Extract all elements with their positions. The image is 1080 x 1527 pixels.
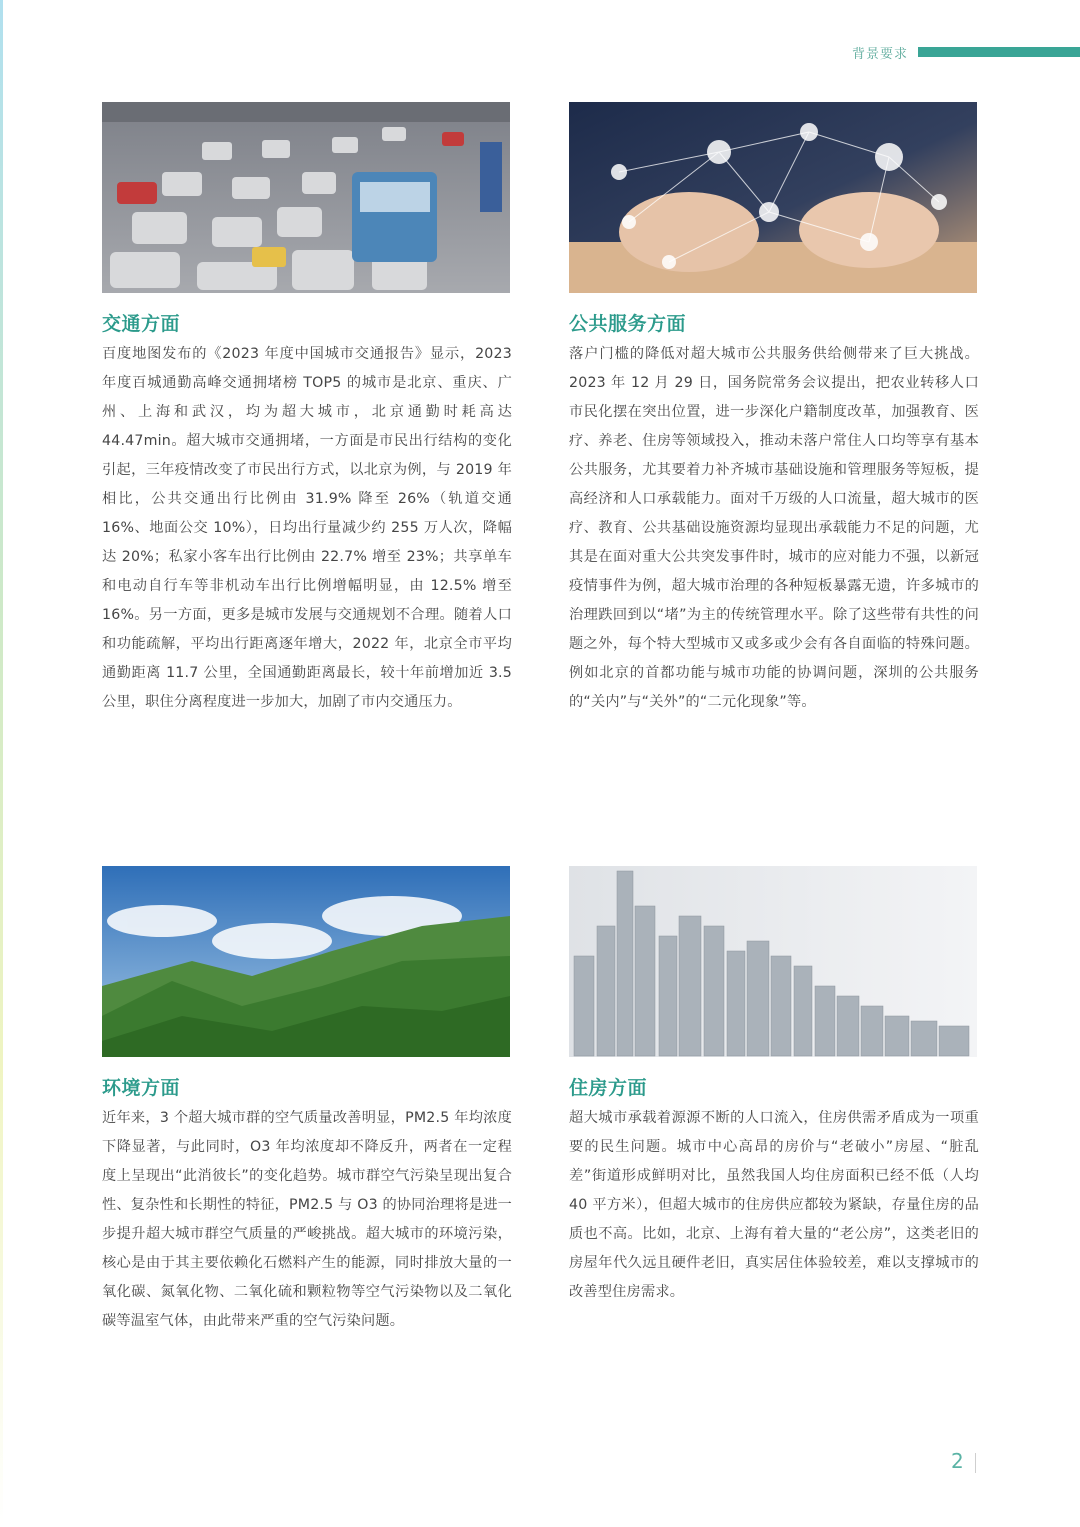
header-section-label: 背景要求 (851, 47, 908, 62)
left-edge-strip (0, 0, 3, 1527)
housing-section (569, 866, 979, 1307)
traffic-jam-photo (102, 102, 510, 293)
city-model-photo (569, 866, 977, 1057)
traffic-title: 交通方面 (102, 313, 181, 335)
housing-body: 超大城市承载着源源不断的人口流入，住房供需矛盾成为一项重要的民生问题。城市中心高昂的房价与“老破小”房屋、“脏乱差”街道形成鲜明对比，虽然我国人均住房面积已经不低（人均 40 平方米），但超大城市的住房供应都较为紧缺，存量住房的品质也不高。比如，北京、上海有着大量的“老公房”，这类老旧的房屋年代久远且硬件老旧，真实居住体验较差，难以支撑城市的改善型住房需求。 (569, 1110, 979, 1300)
environment-body: 近年来，3 个超大城市群的空气质量改善明显，PM2.5 年均浓度下降显著，与此同时，O3 年均浓度却不降反升，两者在一定程度上呈现出“此消彼长”的变化趋势。城市群空气污染呈现出复合性、复杂性和长期性的特征，PM2.5 与 O3 的协同治理将是进一步提升超大城市群空气质量的严峻挑战。超大城市的环境污染，核心是由于其主要依赖化石燃料产生的能源，同时排放大量的一氧化碳、氮氧化物、二氧化硫和颗粒物等空气污染物以及二氧化碳等温室气体，由此带来严重的空气污染问题。 (102, 1110, 512, 1329)
public-service-title: 公共服务方面 (569, 313, 687, 335)
environment-title: 环境方面 (102, 1077, 181, 1099)
traffic-body: 百度地图发布的《2023 年度中国城市交通报告》显示，2023 年度百城通勤高峰交通拥堵榜 TOP5 的城市是北京、重庆、广州、上海和武汉，均为超大城市，北京通勤时耗高达 44.47min。超大城市交通拥堵，一方面是市民出行结构的变化引起，三年疫情改变了市民出行方式，以北京为例，与 2019 年相比，公共交通出行比例由 31.9% 降至 26%（轨道交通 16%、地面公交 10%），日均出行量减少约 255 万人次，降幅达 20%；私家小客车出行比例由 22.7% 增至 23%；共享单车和电动自行车等非机动车出行比例增幅明显，由 12.5% 增至 16%。另一方面，更多是城市发展与交通规划不合理。随着人口和功能疏解，平均出行距离逐年增大，2022 年，北京全市平均通勤距离 11.7 公里，全国通勤距离最长，较十年前增加近 3.5 公里，职住分离程度进一步加大，加剧了市内交通压力。 (102, 346, 512, 710)
green-mountains-photo (102, 866, 510, 1057)
network-hands-photo (569, 102, 977, 293)
page-number-divider (975, 1453, 976, 1473)
header-accent-bar (918, 47, 1080, 57)
public-service-section (569, 102, 979, 717)
page-number: 2 (951, 1449, 964, 1473)
traffic-section (102, 102, 512, 717)
housing-title: 住房方面 (569, 1077, 648, 1099)
public-service-body: 落户门槛的降低对超大城市公共服务供给侧带来了巨大挑战。2023 年 12 月 29 日，国务院常务会议提出，把农业转移人口市民化摆在突出位置，进一步深化户籍制度改革，加强教育、医疗、养老、住房等领域投入，推动未落户常住人口均等享有基本公共服务，尤其要着力补齐城市基础设施和管理服务等短板，提高经济和人口承载能力。面对千万级的人口流量，超大城市的医疗、教育、公共基础设施资源均显现出承载能力不足的问题，尤其是在面对重大公共突发事件时，城市的应对能力不强，以新冠疫情事件为例，超大城市治理的各种短板暴露无遗，许多城市的治理跌回到以“堵”为主的传统管理水平。除了这些带有共性的问题之外，每个特大型城市又或多或少会有各自面临的特殊问题。例如北京的首都功能与城市功能的协调问题，深圳的公共服务的“关内”与“关外”的“二元化现象”等。 (569, 346, 979, 710)
environment-section (102, 866, 512, 1336)
